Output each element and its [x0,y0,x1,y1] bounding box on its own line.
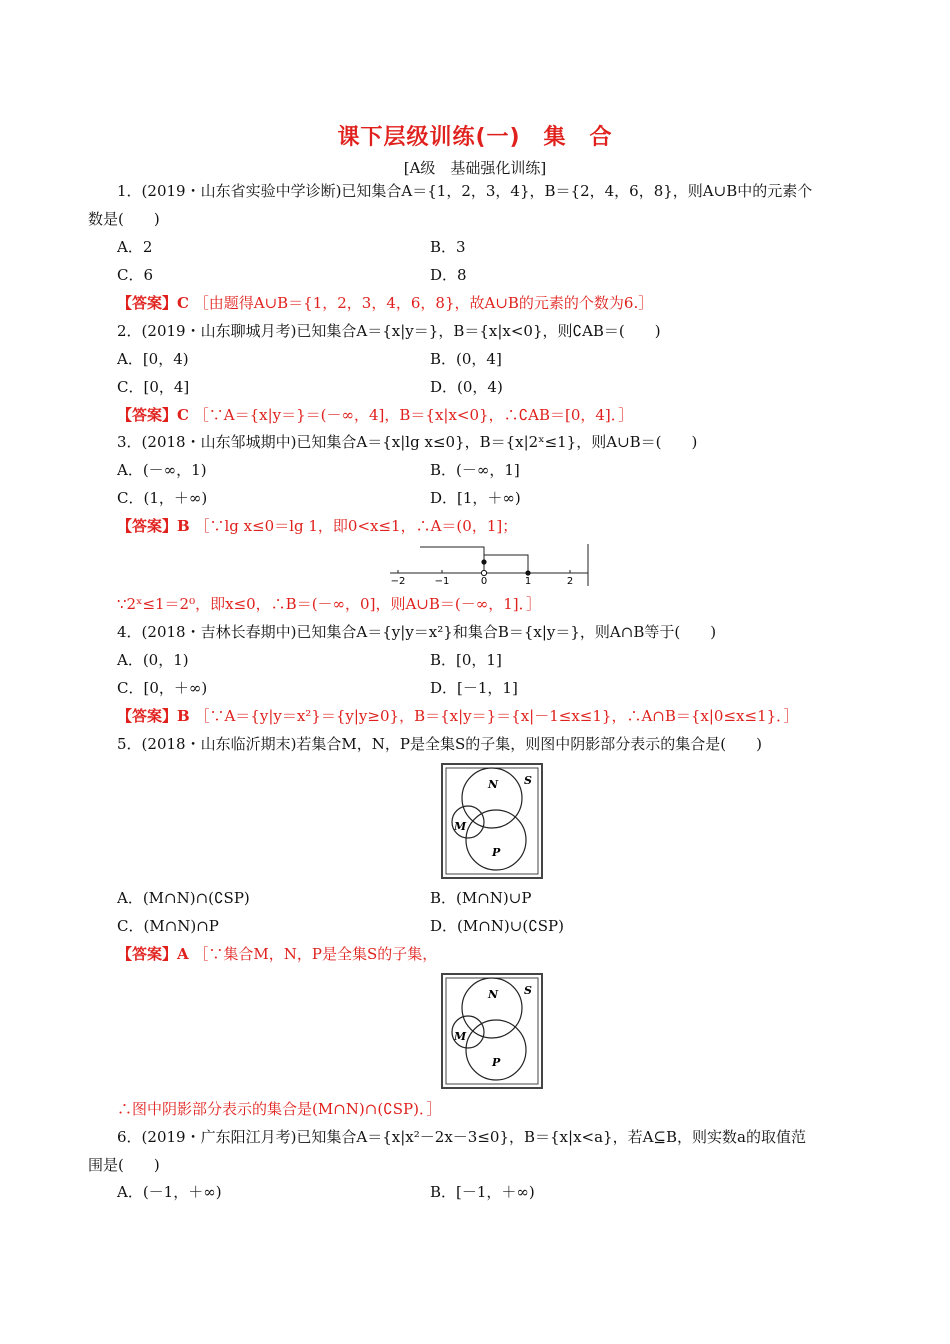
tick-label-neg1: −1 [434,576,450,587]
venn-diagram-question [440,762,544,880]
tick-label-0: 0 [480,576,488,587]
q5-stem-line1: 5．(2018・山东临沂期末)若集合M，N，P是全集S的子集，则图中阴影部分表示的集合是( ) [117,735,762,753]
q2-option-a: A．[0，4) [117,350,189,368]
label-m: M [454,820,467,833]
q1-stem-line2: 数是( ) [88,210,160,228]
tick-label-neg2: −2 [390,576,406,587]
q1-stem-line1: 1．(2019・山东省实验中学诊断)已知集合A＝{1，2，3，4}，B＝{2，4，6，8}，则A∪B中的元素个 [117,182,813,200]
q5-option-d: D．(M∩N)∪(∁SP) [430,917,564,935]
q1-answer-tag: 【答案】C [117,294,189,312]
q6-stem-line1: 6．(2019・广东阳江月考)已知集合A＝{x|x²－2x－3≤0}，B＝{x|x<a}，若A⊆B，则实数a的取值范 [117,1128,806,1146]
q1-answer [117,293,877,313]
q2-stem-line1: 2．(2019・山东聊城月考)已知集合A＝{x|y＝}，B＝{x|x<0}，则∁AB＝( ) [117,322,661,340]
q5-answer-text: ［∵集合M，N，P是全集S的子集， [193,945,438,963]
q5-answer-line2: ∴图中阴影部分表示的集合是(M∩N)∩(∁SP)．］ [117,1100,442,1118]
q5-option-b: B．(M∩N)∪P [430,889,532,907]
section-subtitle: [A级 基础强化训练] [403,159,547,177]
q3-option-b: B．(－∞，1] [430,461,520,479]
label-n-answer: N [488,988,499,1001]
q1-option-a: A．2 [117,238,153,256]
set-n-circle-answer [462,978,522,1038]
q1-option-b: B．3 [430,238,466,256]
q2-option-d: D．(0，4) [430,378,503,396]
q5-option-c: C．(M∩N)∩P [117,917,219,935]
q4-option-b: B．[0，1] [430,651,502,669]
q1-option-c: C．6 [117,266,154,284]
q2-answer-tag: 【答案】C [117,406,189,424]
label-m-answer: M [454,1030,467,1043]
venn-diagram-answer [440,972,544,1090]
q3-option-a: A．(－∞，1) [117,461,207,479]
q4-answer-tag: 【答案】B [117,707,190,725]
q2-answer-text: ［∵A＝{x|y＝}＝(－∞，4]，B＝{x|x<0}，∴∁AB＝[0，4]．］ [193,406,634,424]
q5-option-a: A．(M∩N)∩(∁SP) [117,889,250,907]
q3-answer-tag: 【答案】B [117,517,190,535]
set-n-circle [462,768,522,828]
q6-stem-line2: 围是( ) [88,1156,160,1174]
q4-answer [117,706,877,726]
q3-answer [117,516,877,536]
set-p-circle-answer [466,1020,526,1080]
open-point-0 [481,570,486,575]
set-a-bracket [484,555,528,573]
label-s: S [524,774,532,787]
q2-answer [117,405,877,425]
set-p-circle [466,810,526,870]
q3-option-c: C．(1，＋∞) [117,489,208,507]
q5-answer-tag: 【答案】A [117,945,189,963]
q4-option-a: A．(0，1) [117,651,189,669]
label-n: N [488,778,499,791]
q3-answer-line2: ∵2ˣ≤1＝2⁰，即x≤0，∴B＝(－∞，0]，则A∪B＝(－∞，1]．］ [117,595,542,613]
q5-answer [117,944,877,964]
q3-stem-line1: 3．(2018・山东邹城期中)已知集合A＝{x|lg x≤0}，B＝{x|2ˣ≤1}，则A∪B＝( ) [117,433,698,451]
q4-stem-line1: 4．(2018・吉林长春期中)已知集合A＝{y|y＝x²}和集合B＝{x|y＝}，则A∩B等于( ) [117,623,717,641]
number-line-figure [388,542,594,588]
set-b-bracket [420,547,484,573]
q6-option-b: B．[－1，＋∞) [430,1183,535,1201]
label-p: P [492,846,501,859]
q1-answer-text: ［由题得A∪B＝{1，2，3，4，6，8}，故A∪B的元素的个数为6.］ [193,294,654,312]
q4-option-c: C．[0，＋∞) [117,679,208,697]
q2-option-c: C．[0，4] [117,378,190,396]
q3-option-d: D．[1，＋∞) [430,489,521,507]
label-p-answer: P [492,1056,501,1069]
q1-option-d: D．8 [430,266,467,284]
closed-point-0 [481,559,486,564]
tick-label-2: 2 [566,576,574,587]
q2-option-b: B．(0，4] [430,350,502,368]
q6-option-a: A．(－1，＋∞) [117,1183,222,1201]
q4-answer-text: ［∵A＝{y|y＝x²}＝{y|y≥0}，B＝{x|y＝}＝{x|－1≤x≤1}，∴A∩B＝{x|0≤x≤1}．］ [194,707,799,725]
q3-answer-text: ［∵lg x≤0＝lg 1，即0<x≤1，∴A＝(0，1]； [194,517,518,535]
page-title: 课下层级训练(一) 集 合 [337,125,613,150]
tick-label-1: 1 [524,576,532,587]
closed-point-1 [525,570,530,575]
q4-option-d: D．[－1，1] [430,679,518,697]
label-s-answer: S [524,984,532,997]
